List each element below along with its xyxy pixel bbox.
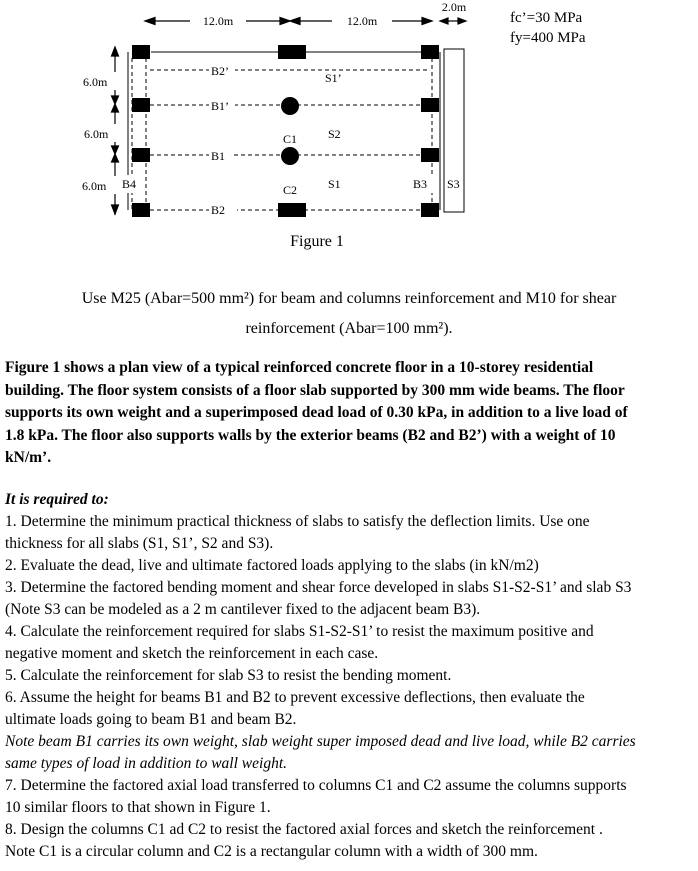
requirement-line: negative moment and sketch the reinforcement in each case. — [5, 645, 379, 662]
reinforcement-note-line1: Use M25 (Abar=500 mm²) for beam and columns reinforcement and M10 for shear — [81, 290, 617, 307]
description-line: kN/m’. — [5, 449, 52, 466]
column-c1-circle — [281, 97, 299, 115]
column-c2-label: C2 — [283, 183, 298, 197]
slab-s3-label: S3 — [447, 177, 460, 191]
requirements-list — [5, 489, 695, 863]
requirement-note-line: same types of load in addition to wall weight. — [5, 755, 288, 772]
requirement-line: 3. Determine the factored bending moment and shear force developed in slabs S1-S2-S1’ and slab S3 — [5, 579, 632, 596]
description-line: supports its own weight and a superimposed dead load of 0.30 kPa, in addition to a live load of — [5, 404, 628, 421]
beam-b3-label: B3 — [413, 177, 428, 191]
requirement-line: thickness for all slabs (S1, S1’, S2 and S3). — [5, 535, 274, 552]
dim-cantilever: 2.0m — [441, 0, 467, 14]
requirement-line: 4. Calculate the reinforcement required for slabs S1-S2-S1’ to resist the maximum positive and — [5, 623, 594, 640]
requirement-line: 1. Determine the minimum practical thickness of slabs to satisfy the deflection limits. Use one — [5, 513, 590, 530]
description-paragraph — [5, 357, 695, 470]
requirement-line: 8. Design the columns C1 ad C2 to resist the factored axial forces and sketch the reinforcement . — [5, 821, 603, 838]
requirements-heading: It is required to: — [5, 491, 109, 508]
column-c1-label: C1 — [283, 132, 298, 146]
figure-1-plan-view — [0, 0, 698, 290]
dim-right-span: 12.0m — [346, 14, 378, 28]
requirement-line: ultimate loads going to beam B1 and beam B2. — [5, 711, 297, 728]
beam-b2-prime-label: B2’ — [211, 64, 229, 78]
requirement-note-line: Note beam B1 carries its own weight, slab weight super imposed dead and live load, while B2 carries — [5, 733, 636, 750]
slab-s2-label: S2 — [328, 127, 341, 141]
slab-s1-prime-label: S1’ — [325, 71, 342, 85]
beam-b4-label: B4 — [122, 177, 137, 191]
requirement-line: 7. Determine the factored axial load transferred to columns C1 and C2 assume the columns supports — [5, 777, 627, 794]
requirement-line: (Note S3 can be modeled as a 2 m cantilever fixed to the adjacent beam B3). — [5, 601, 481, 618]
requirement-line: Note C1 is a circular column and C2 is a rectangular column with a width of 300 mm. — [5, 843, 538, 860]
column-c2-marker — [281, 147, 299, 165]
dim-row1: 6.0m — [83, 75, 108, 89]
beam-b2-label: B2 — [211, 203, 226, 217]
material-fc: fc’=30 MPa — [510, 10, 583, 26]
reinforcement-note-line2: reinforcement (Abar=100 mm²). — [245, 320, 453, 337]
requirement-line: 10 similar floors to that shown in Figure 1. — [5, 799, 271, 816]
description-line: Figure 1 shows a plan view of a typical reinforced concrete floor in a 10-storey residential — [5, 359, 594, 376]
beam-b1-label: B1 — [211, 149, 226, 163]
material-fy: fy=400 MPa — [510, 30, 586, 46]
figure-caption: Figure 1 — [290, 233, 344, 250]
requirement-line: 6. Assume the height for beams B1 and B2 to prevent excessive deflections, then evaluate the — [5, 689, 585, 706]
dim-row3: 6.0m — [82, 179, 107, 193]
requirement-line: 2. Evaluate the dead, live and ultimate factored loads applying to the slabs (in kN/m2) — [5, 557, 539, 574]
description-line: 1.8 kPa. The floor also supports walls by the exterior beams (B2 and B2’) with a weight of 10 — [5, 426, 616, 444]
dim-row2: 6.0m — [84, 127, 109, 141]
requirement-line: 5. Calculate the reinforcement for slab S3 to resist the bending moment. — [5, 667, 452, 684]
description-line: building. The floor system consists of a floor slab supported by 300 mm wide beams. The floor — [5, 381, 625, 399]
slab-s1-label: S1 — [328, 177, 341, 191]
beam-b1-prime-label: B1’ — [211, 99, 229, 113]
dim-left-span: 12.0m — [202, 14, 234, 28]
